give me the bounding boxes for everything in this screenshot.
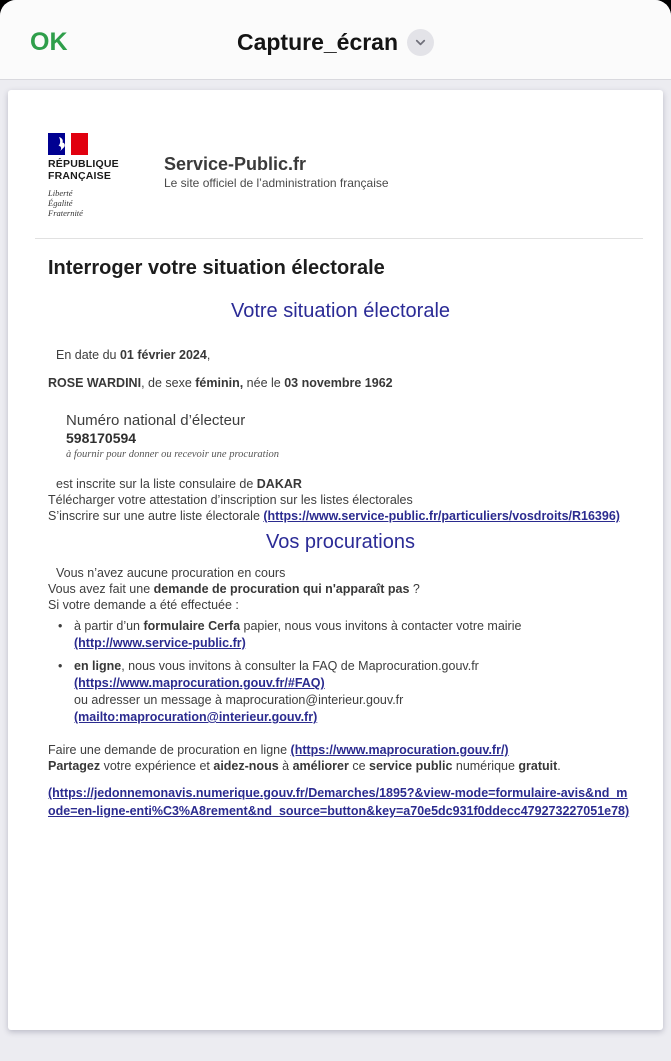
maprocuration-link[interactable]: (https://www.maprocuration.gouv.fr/) (290, 743, 509, 757)
ok-button[interactable]: OK (30, 28, 68, 56)
section-heading-procurations: Vos procurations (266, 531, 415, 553)
survey-link[interactable]: (https://jedonnemonavis.numerique.gouv.fr/Demarches/1895?&view-mode=formulaire-avis&nd_mode=en-ligne-enti%C3%A8rement&nd_source=button&key=a70e5dc931f0ddecc479273227051e78) (48, 786, 630, 818)
brand-header (48, 133, 633, 218)
motto-text: Liberté Égalité Fraternité (48, 188, 83, 218)
republique-francaise-logo (48, 133, 136, 218)
viewer-content (0, 80, 671, 1061)
chevron-down-icon (413, 35, 428, 50)
register-other-line: S’inscrire sur une autre liste électorale (https://www.service-public.fr/particuliers/vosdroits/R16396) (48, 509, 620, 523)
viewer-topbar (0, 0, 671, 80)
republique-text: RÉPUBLIQUE FRANÇAISE (48, 158, 119, 182)
register-other-link[interactable]: (https://www.service-public.fr/particuliers/vosdroits/R16396) (263, 509, 620, 523)
viewer-title: Capture_écran (236, 29, 399, 55)
date-line: En date du 01 février 2024, (56, 348, 211, 362)
site-name: Service-Public.fr (164, 154, 307, 174)
elector-number-label: Numéro national d’électeur (66, 412, 246, 429)
french-flag-icon (48, 133, 136, 155)
procuration-help-list (48, 618, 633, 726)
request-missing-line: Vous avez fait une demande de procuration qui n'apparaît pas ? (48, 582, 420, 596)
document-card (8, 90, 663, 1030)
list-item-cerfa: • à partir d’un formulaire Cerfa papier, nous vous invitons à contacter votre mairie (http://www.service-public.fr) (58, 618, 633, 652)
attestation-link[interactable]: Télécharger votre attestation d’inscription sur les listes électorales (48, 493, 413, 507)
elector-number-note: à fournir pour donner ou recevoir une procuration (66, 449, 279, 460)
page-title: Interroger votre situation électorale (48, 257, 385, 279)
faq-link[interactable]: (https://www.maprocuration.gouv.fr/#FAQ) (74, 676, 325, 690)
elector-number-block (48, 411, 633, 461)
title-menu-button[interactable] (407, 29, 434, 56)
feedback-line: Partagez votre expérience et aidez-nous à améliorer ce service public numérique gratuit. (48, 759, 561, 773)
make-request-line: Faire une demande de procuration en ligne (https://www.maprocuration.gouv.fr/) (48, 743, 509, 757)
viewer-title-group (237, 29, 434, 56)
if-made-line: Si votre demande a été effectuée : (48, 598, 239, 612)
header-divider (35, 238, 643, 239)
list-item-online: • en ligne, nous vous invitons à consulter la FAQ de Maprocuration.gouv.fr (https://www.maprocuration.gouv.fr/#FAQ) ou adresser un message à maprocuration@interieur.gouv.fr (mailto:maprocuration@interieur.gouv.fr) (58, 658, 633, 726)
mairie-link[interactable]: (http://www.service-public.fr) (74, 636, 246, 650)
mailto-link[interactable]: (mailto:maprocuration@interieur.gouv.fr) (74, 710, 318, 724)
site-tagline: Le site officiel de l’administration française (164, 176, 389, 190)
site-identity (164, 133, 389, 218)
person-line: ROSE WARDINI, de sexe féminin, née le 03 novembre 1962 (48, 376, 393, 390)
elector-number-value: 598170594 (66, 430, 137, 446)
no-procuration-line: Vous n’avez aucune procuration en cours (56, 566, 286, 580)
section-heading-situation: Votre situation électorale (230, 300, 451, 322)
registered-line: est inscrite sur la liste consulaire de DAKAR (56, 477, 302, 491)
